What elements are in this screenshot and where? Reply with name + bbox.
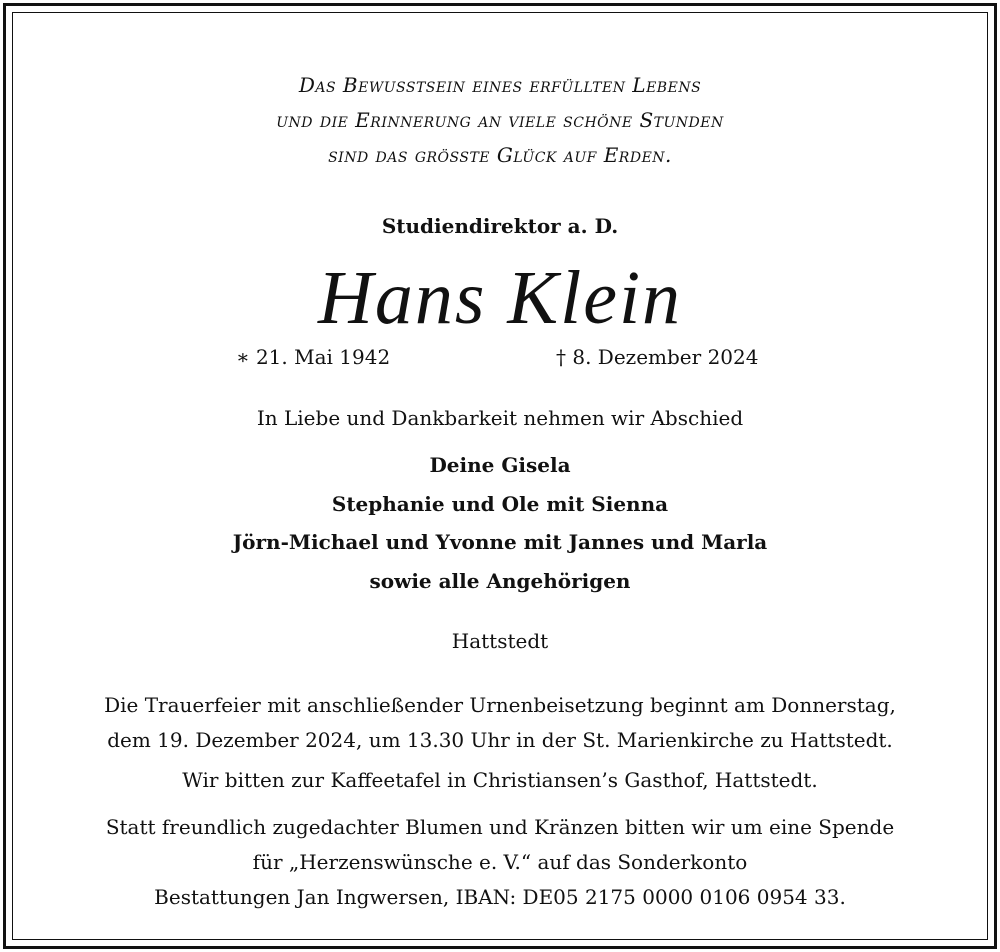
death-date: † 8. Dezember 2024	[556, 345, 759, 369]
deceased-title: Studiendirektor a. D.	[381, 214, 619, 238]
service-notice	[0, 688, 1000, 758]
donation-notice	[0, 810, 1000, 915]
mourner-name: Stephanie und Ole mit Sienna	[331, 491, 669, 516]
notice-line: dem 19. Dezember 2024, um 13.30 Uhr in der St. Marienkirche zu Hattstedt.	[107, 728, 893, 752]
motto-line: sind das grösste Glück auf Erden.	[328, 143, 672, 167]
farewell-intro: In Liebe und Dankbarkeit nehmen wir Abschied	[256, 406, 744, 430]
mourner-name: Jörn-Michael und Yvonne mit Jannes und Marla	[232, 530, 768, 554]
motto-line: Das Bewusstsein eines erfüllten Lebens	[298, 73, 702, 97]
mourner-name: sowie alle Angehörigen	[369, 568, 631, 593]
deceased-name: Hans Klein	[317, 256, 683, 340]
notice-line: Wir bitten zur Kaffeetafel in Christiansen’s Gasthof, Hattstedt.	[182, 768, 818, 792]
coffee-notice	[0, 763, 1000, 798]
birth-date: ∗ 21. Mai 1942	[236, 345, 391, 369]
notice-line: Die Trauerfeier mit anschließender Urnenbeisetzung beginnt am Donnerstag,	[104, 693, 896, 717]
notice-line: Bestattungen Jan Ingwersen, IBAN: DE05 2175 0000 0106 0954 33.	[154, 885, 846, 909]
mourner-name: Deine Gisela	[429, 453, 571, 477]
notice-line: für „Herzenswünsche e. V.“ auf das Sonderkonto	[252, 850, 748, 874]
mourner-list	[0, 446, 1000, 600]
life-dates	[0, 342, 1000, 372]
notice-line: Statt freundlich zugedachter Blumen und Kränzen bitten wir um eine Spende	[105, 815, 895, 839]
motto	[0, 68, 1000, 173]
motto-line: und die Erinnerung an viele schöne Stunden	[276, 108, 724, 132]
place: Hattstedt	[451, 629, 549, 653]
